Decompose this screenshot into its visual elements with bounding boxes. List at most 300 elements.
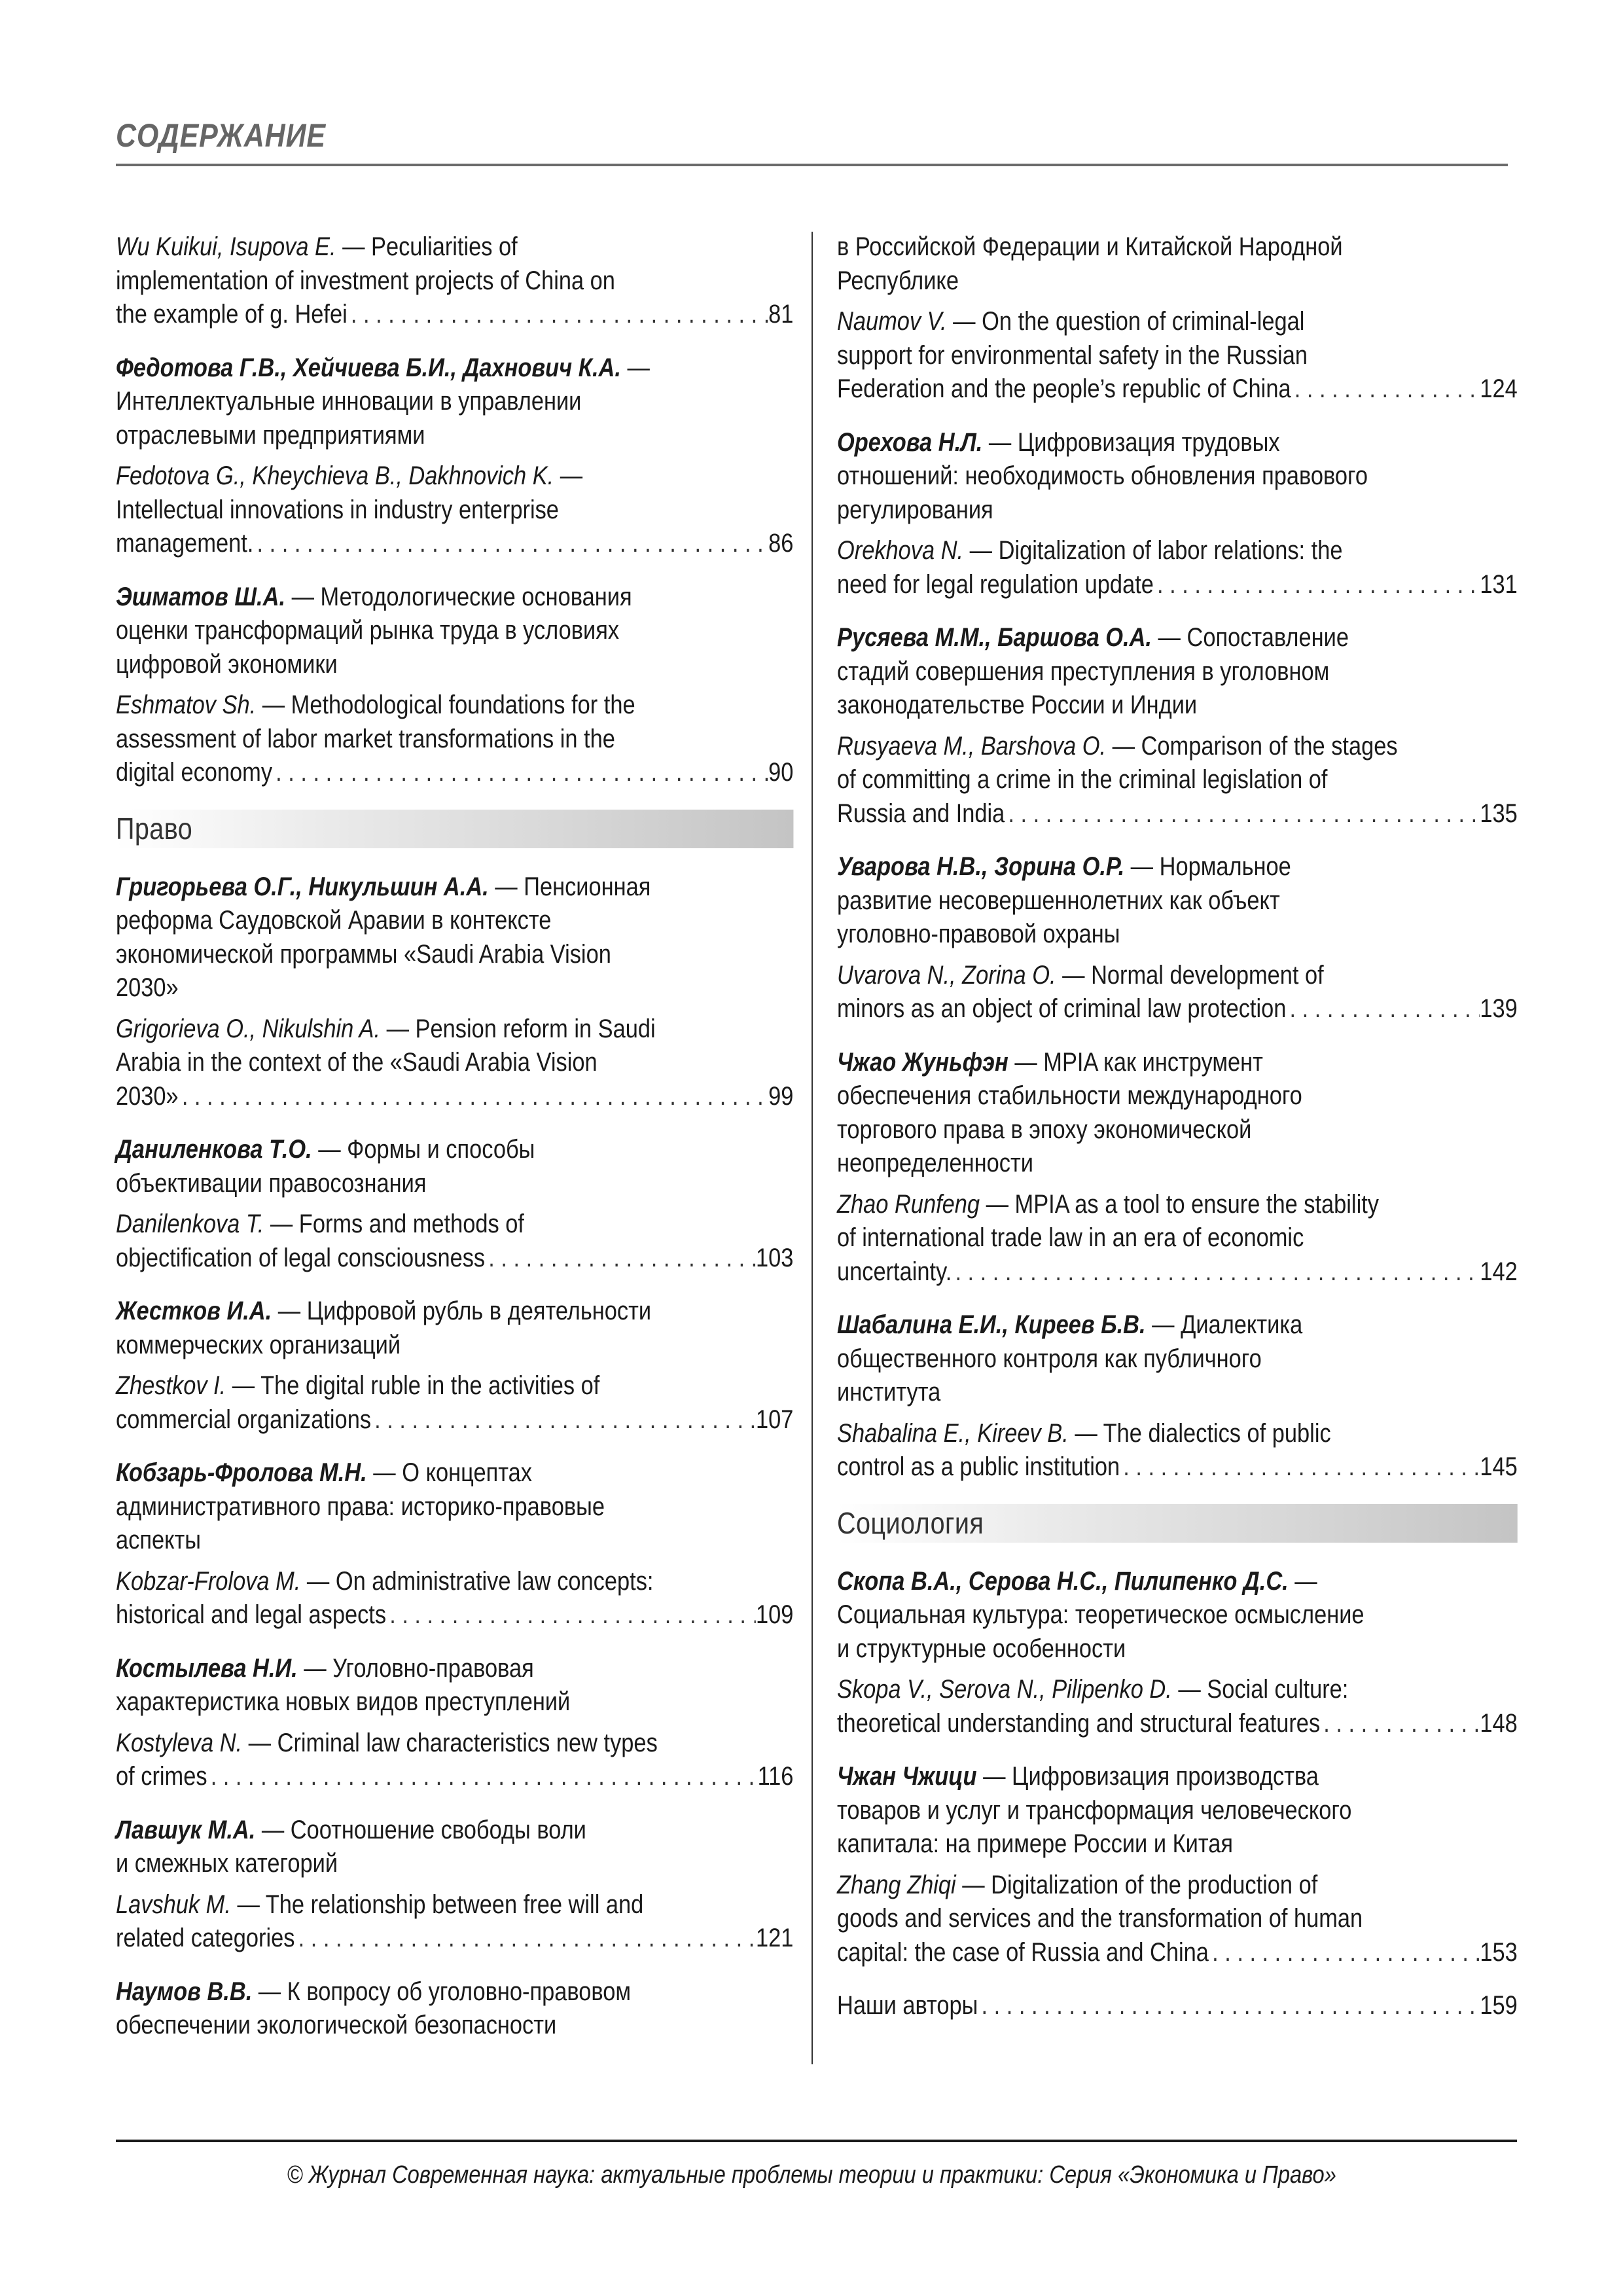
title-text: of international trade law in an era of economic (837, 1223, 1304, 1252)
dot-leader (1286, 992, 1480, 1026)
title-text: digital economy (116, 758, 273, 787)
title-text: экономической программы «Saudi Arabia Vision (116, 939, 611, 969)
toc-line-text (837, 264, 959, 298)
toc-line-text (116, 1524, 201, 1558)
toc-line-text (116, 1975, 631, 2009)
toc-line (837, 1869, 1518, 1903)
title-text: — Forms and methods of (264, 1210, 524, 1238)
author-name-en: Eshmatov Sh. (116, 691, 257, 719)
title-text: товаров и услуг и трансформация человеческого (837, 1795, 1352, 1825)
author-name-en: Lavshuk M. (116, 1890, 231, 1919)
toc-line-text (837, 621, 1349, 655)
toc-column-right (837, 230, 1518, 2043)
entry-russian (116, 1975, 793, 2043)
dot-leader (371, 1403, 756, 1437)
entry-english (837, 1869, 1518, 1970)
toc-line-text (116, 614, 619, 648)
toc-entry[interactable] (116, 1133, 793, 1275)
title-text: — Social culture: (1171, 1675, 1349, 1704)
toc-line-text (837, 1079, 1302, 1113)
title-text: — К вопросу об уголовно-правовом (252, 1977, 632, 2006)
title-text: historical and legal aspects (116, 1600, 387, 1629)
toc-line-text (837, 1760, 1319, 1794)
toc-line (116, 1295, 793, 1329)
title-text: отраслевыми предприятиями (116, 420, 425, 450)
toc-line-text (116, 459, 582, 493)
title-text: — On the question of criminal-legal (946, 307, 1305, 336)
toc-line (837, 1417, 1518, 1451)
title-text: неопределенности (837, 1149, 1033, 1177)
toc-line-text (837, 763, 1327, 797)
toc-line-with-page (116, 1242, 793, 1276)
toc-line (116, 1369, 793, 1403)
entry-russian (837, 621, 1518, 723)
toc-line (116, 264, 793, 298)
toc-line-text (837, 959, 1324, 993)
toc-line-text (837, 992, 1286, 1026)
toc-line-text (116, 1369, 599, 1403)
entry-russian (116, 1133, 793, 1200)
page-number[interactable]: 81 (768, 300, 794, 329)
header-rule (116, 164, 1508, 166)
entry-english (116, 1013, 793, 1114)
toc-line (837, 655, 1518, 689)
entry-russian (116, 1814, 793, 1881)
title-text: торгового права в эпоху экономической (837, 1115, 1252, 1144)
toc-line (116, 1847, 793, 1881)
toc-line-text (116, 351, 650, 386)
toc-line (116, 614, 793, 648)
page-number[interactable]: 153 (1480, 1937, 1518, 1967)
entry-english (116, 459, 793, 561)
author-name-en: Naumov V. (837, 307, 947, 336)
toc-line-text (837, 1221, 1304, 1255)
toc-line-text (837, 1902, 1363, 1936)
toc-line-text (116, 1685, 570, 1719)
title-text: — The relationship between free will and (230, 1890, 644, 1919)
toc-line-with-page (837, 797, 1518, 831)
dot-leader (952, 1255, 1480, 1289)
toc-line-text (837, 339, 1308, 373)
toc-line (116, 1524, 793, 1558)
author-name-ru: Уварова Н.В., Зорина О.Р. (837, 852, 1125, 881)
toc-line-text (837, 1598, 1364, 1632)
page-title: СОДЕРЖАНИЕ (116, 117, 326, 154)
entry-russian (837, 1046, 1518, 1181)
title-text: Federation and the people’s republic of China (837, 374, 1291, 403)
title-text: Intellectual innovations in industry enterprise (116, 495, 559, 524)
title-text: objectification of legal consciousness (116, 1243, 486, 1272)
page-number[interactable]: 135 (1480, 798, 1518, 828)
toc-line-text (116, 1490, 605, 1524)
toc-line-text (837, 1417, 1331, 1451)
toc-line-text (116, 723, 615, 757)
title-text: — Digitalization of labor relations: the (963, 536, 1343, 565)
entry-english (116, 1565, 793, 1632)
toc-line-text (837, 1046, 1263, 1080)
toc-line-text (837, 1827, 1233, 1861)
section-header-label: Социология (837, 1506, 984, 1540)
title-text: — Normal development of (1056, 960, 1324, 990)
toc-line (116, 971, 793, 1005)
title-text: Интеллектуальные инновации в управлении (116, 387, 582, 416)
toc-line (837, 621, 1518, 655)
toc-line-text (116, 1922, 294, 1956)
title-text: характеристика новых видов преступлений (116, 1687, 571, 1716)
entry-english (837, 1188, 1518, 1289)
title-text: коммерческих организаций (116, 1330, 401, 1359)
toc-line-text (116, 2009, 556, 2043)
toc-line (116, 581, 793, 615)
author-name-en: Zhao Runfeng (837, 1189, 980, 1219)
toc-line-text (837, 1794, 1351, 1828)
toc-entry[interactable] (116, 230, 793, 332)
title-text: — Methodological foundations for the (256, 691, 635, 719)
title-text: Социальная культура: теоретическое осмысление (837, 1600, 1364, 1629)
toc-line (837, 1376, 1518, 1410)
title-text: — The dialectics of public (1068, 1418, 1331, 1448)
toc-line (837, 1079, 1518, 1113)
author-name-en: Rusyaeva M., Barshova O. (837, 731, 1107, 761)
entry-russian (116, 1456, 793, 1558)
toc-line-text (116, 1295, 651, 1329)
toc-entry[interactable] (116, 351, 793, 561)
dot-leader (1005, 797, 1480, 831)
title-text: Russia and India (837, 798, 1005, 828)
title-text: — Peculiarities of (336, 232, 518, 261)
author-name-ru: Григорьева О.Г., Никульшин А.А. (116, 872, 489, 901)
toc-line (837, 1902, 1518, 1936)
title-text: — The digital ruble in the activities of (226, 1371, 600, 1400)
author-name-en: Shabalina E., Kireev B. (837, 1418, 1069, 1448)
toc-line-text (116, 1456, 532, 1490)
title-text: отношений: необходимость обновления правового (837, 461, 1368, 490)
toc-line-text (837, 426, 1280, 460)
toc-entry[interactable] (837, 1989, 1518, 2023)
toc-line (116, 1208, 793, 1242)
toc-line-text (116, 1727, 658, 1761)
toc-line-text (116, 1242, 485, 1276)
toc-line (837, 1632, 1518, 1666)
title-text: — Соотношение свободы воли (255, 1815, 586, 1844)
author-name-ru: Костылева Н.И. (116, 1653, 298, 1683)
toc-line (837, 884, 1518, 918)
author-name-en: Kostyleva N. (116, 1728, 243, 1757)
toc-line (116, 1329, 793, 1363)
toc-line (116, 1490, 793, 1524)
title-text: — Criminal law characteristics new types (242, 1728, 658, 1757)
title-text: uncertainty. (837, 1257, 952, 1286)
toc-line (116, 1814, 793, 1848)
toc-line (837, 1308, 1518, 1342)
dot-leader (1320, 1707, 1480, 1741)
title-text: — MPIA as a tool to ensure the stability (980, 1189, 1379, 1219)
toc-line-with-page (116, 1403, 793, 1437)
title-text: — Сопоставление (1151, 623, 1349, 652)
author-name-ru: Русяева М.М., Баршова О.А. (837, 623, 1152, 652)
toc-line-text (837, 1869, 1317, 1903)
toc-line-text (116, 385, 581, 419)
title-text: — MPIA как инструмент (1008, 1047, 1263, 1077)
toc-line-with-page (116, 1080, 793, 1114)
toc-line-with-page (837, 992, 1518, 1026)
entry-russian (837, 1760, 1518, 1861)
toc-line (116, 1975, 793, 2009)
title-text: management. (116, 529, 254, 558)
toc-line (116, 648, 793, 682)
toc-line-text (837, 372, 1291, 406)
page-number[interactable]: 142 (1480, 1257, 1518, 1286)
title-text: — Формы и способы (312, 1135, 535, 1164)
entry-english (116, 1888, 793, 1956)
entry-english (837, 959, 1518, 1026)
toc-line-with-page (116, 527, 793, 561)
author-name-ru: Чжао Жуньфэн (837, 1047, 1008, 1077)
toc-line-text (837, 305, 1304, 339)
toc-entry[interactable] (116, 870, 793, 1114)
page-number[interactable]: 145 (1480, 1452, 1518, 1481)
toc-line-text (837, 1673, 1348, 1707)
footer-rule (116, 2140, 1517, 2142)
toc-line (837, 305, 1518, 339)
title-text: и структурные особенности (837, 1634, 1126, 1663)
dot-leader (1209, 1936, 1480, 1970)
toc-entry[interactable] (837, 1308, 1518, 1484)
toc-line-text (116, 756, 272, 790)
title-text: commercial organizations (116, 1405, 372, 1434)
toc-line-text (837, 1308, 1302, 1342)
title-text: реформа Саудовской Аравии в контексте (116, 906, 552, 935)
toc-line (837, 1673, 1518, 1707)
title-text: — Пенсионная (488, 872, 651, 901)
toc-entry[interactable] (837, 1565, 1518, 1741)
toc-line-text (837, 797, 1005, 831)
dot-leader (207, 1760, 758, 1794)
title-text: — (620, 353, 650, 382)
author-name-ru: Федотова Г.В., Хейчиева Б.И., Дахнович К.А. (116, 353, 621, 382)
title-text: need for legal regulation update (837, 569, 1154, 599)
dot-leader (272, 756, 768, 790)
title-text: Республике (837, 266, 959, 295)
entry-russian (116, 1295, 793, 1362)
page-number[interactable]: 121 (756, 1924, 794, 1952)
page-number[interactable]: 116 (757, 1762, 794, 1791)
dot-leader (179, 1080, 769, 1114)
toc-line-text (837, 850, 1291, 884)
title-text: регулирования (837, 495, 993, 524)
toc-entry[interactable] (116, 1456, 793, 1632)
toc-line-text (837, 1565, 1317, 1599)
dot-leader (386, 1598, 756, 1632)
toc-line-text (116, 1814, 586, 1848)
toc-line (837, 493, 1518, 528)
title-text: — (554, 461, 583, 490)
toc-entry[interactable] (116, 581, 793, 790)
toc-line (116, 1727, 793, 1761)
toc-line-text (116, 264, 615, 298)
title-text: — (1288, 1566, 1317, 1596)
toc-line-text (837, 655, 1329, 689)
author-name-ru: Орехова Н.Л. (837, 427, 983, 457)
toc-line (116, 723, 793, 757)
author-name-ru: Даниленкова Т.О. (116, 1135, 312, 1164)
toc-line-text (116, 298, 348, 332)
section-header (837, 1504, 1518, 1543)
page-number[interactable]: 103 (756, 1243, 794, 1272)
toc-line-with-page (116, 1760, 793, 1794)
author-name-en: Skopa V., Serova N., Pilipenko D. (837, 1675, 1172, 1704)
dot-leader (485, 1242, 756, 1276)
author-name-en: Fedotova G., Kheychieva B., Dakhnovich K. (116, 461, 554, 490)
section-header (116, 810, 793, 848)
toc-entry[interactable] (837, 1760, 1518, 1969)
title-text: — Цифровой рубль в деятельности (272, 1297, 652, 1325)
dot-leader (978, 1989, 1480, 2023)
dot-leader (294, 1922, 756, 1956)
author-name-en: Uvarova N., Zorina O. (837, 960, 1056, 990)
toc-line-text (116, 1565, 653, 1599)
toc-line-text (837, 884, 1280, 918)
title-text: of committing a crime in the criminal legislation of (837, 765, 1328, 794)
author-name-en: Kobzar-Frolova M. (116, 1566, 301, 1596)
toc-line (116, 385, 793, 419)
toc-line (116, 351, 793, 386)
toc-line (837, 1598, 1518, 1632)
toc-entry[interactable] (837, 1046, 1518, 1289)
toc-entry[interactable] (837, 850, 1518, 1026)
entry-russian (116, 351, 793, 453)
toc-line (837, 959, 1518, 993)
toc-entry[interactable] (116, 1652, 793, 1794)
toc-entry[interactable] (116, 1814, 793, 1956)
title-text: административного права: историко-правовые (116, 1492, 605, 1521)
author-name-ru: Кобзарь-Фролова М.Н. (116, 1458, 367, 1487)
page-number[interactable]: 159 (1480, 1991, 1518, 2020)
toc-line (116, 1685, 793, 1719)
toc-line (116, 1013, 793, 1047)
toc-line (837, 426, 1518, 460)
toc-line-text (837, 459, 1368, 493)
toc-entry[interactable] (116, 1975, 793, 2043)
toc-line-text (116, 1847, 338, 1881)
title-text: — Методологические основания (285, 582, 632, 611)
title-text: института (837, 1378, 941, 1407)
title-text: аспекты (116, 1526, 202, 1554)
title-text: 2030» (116, 1081, 179, 1111)
title-text: — Цифровизация трудовых (982, 427, 1280, 457)
toc-line-text (837, 1450, 1120, 1484)
toc-line-text (837, 1113, 1251, 1147)
page-number[interactable]: 124 (1480, 374, 1518, 403)
page-number[interactable]: 148 (1480, 1708, 1518, 1738)
author-name-en: Danilenkova T. (116, 1210, 264, 1238)
toc-line-with-page (837, 568, 1518, 602)
page-number[interactable]: 131 (1480, 569, 1518, 599)
author-name-en: Wu Kuikui, Isupova E. (116, 232, 336, 261)
title-text: control as a public institution (837, 1452, 1120, 1481)
toc-entry[interactable] (837, 426, 1518, 602)
toc-line (116, 689, 793, 723)
title-text: — Нормальное (1124, 852, 1291, 881)
toc-line (116, 1046, 793, 1080)
toc-line (837, 1794, 1518, 1828)
page-number[interactable]: 107 (756, 1405, 794, 1434)
page-number[interactable]: 139 (1480, 994, 1518, 1023)
dot-leader (1120, 1450, 1480, 1484)
toc-line-with-page (116, 1598, 793, 1632)
toc-column-left (116, 230, 793, 2062)
entry-russian (837, 230, 1518, 298)
toc-line-with-page (116, 1922, 793, 1956)
toc-line-text (116, 527, 253, 561)
author-name-en: Grigorieva O., Nikulshin A. (116, 1014, 381, 1043)
title-text: of crimes (116, 1762, 207, 1791)
toc-line (116, 493, 793, 528)
toc-line (116, 419, 793, 453)
title-text: Наши авторы (837, 1991, 978, 2020)
toc-line-text (116, 1598, 386, 1632)
title-text: капитала: на примере России и Китая (837, 1829, 1233, 1858)
toc-entry[interactable] (837, 621, 1518, 831)
entry-russian (116, 870, 793, 1005)
toc-line-text (116, 904, 551, 938)
title-text: implementation of investment projects of China on (116, 266, 615, 295)
page-number[interactable]: 90 (768, 758, 794, 787)
dot-leader (253, 527, 768, 561)
toc-line (837, 459, 1518, 493)
toc-line-text (837, 493, 993, 528)
footer-copyright-text: © Журнал Современная наука: актуальные проблемы теории и практики: Серия «Экономика и Право» (287, 2161, 1336, 2189)
toc-entry[interactable] (116, 1295, 793, 1437)
toc-line-text (116, 1167, 426, 1201)
toc-entry[interactable] (837, 230, 1518, 406)
toc-line (837, 1565, 1518, 1599)
toc-line-with-page (837, 1989, 1518, 2023)
title-text: assessment of labor market transformations in the (116, 724, 615, 753)
toc-line-text (116, 1329, 401, 1363)
title-text: и смежных категорий (116, 1849, 338, 1878)
toc-line-text (837, 689, 1197, 723)
title-text: объективации правосознания (116, 1168, 427, 1198)
toc-line (837, 1827, 1518, 1861)
footer-copyright (0, 2161, 1623, 2189)
toc-line-text (116, 1080, 179, 1114)
toc-line (116, 1652, 793, 1686)
toc-line-text (837, 1188, 1379, 1222)
entry-english (116, 1369, 793, 1437)
toc-line (116, 230, 793, 264)
entry-russian (837, 426, 1518, 528)
title-text: — On administrative law concepts: (300, 1566, 654, 1596)
title-text: общественного контроля как публичного (837, 1344, 1262, 1373)
toc-line-text (116, 938, 611, 972)
toc-line-with-page (837, 1255, 1518, 1289)
author-name-en: Zhang Zhiqi (837, 1870, 956, 1899)
toc-line-text (116, 493, 559, 528)
page-number[interactable]: 109 (756, 1600, 794, 1629)
page-number[interactable]: 99 (768, 1081, 794, 1111)
toc-line-with-page (837, 1450, 1518, 1484)
toc-line-text (837, 1255, 952, 1289)
toc-line-text (837, 730, 1398, 764)
entry-english (837, 534, 1518, 601)
toc-line-text (837, 1147, 1033, 1181)
title-text: оценки трансформаций рынка труда в условиях (116, 616, 620, 645)
title-text: в Российской Федерации и Китайской Народной (837, 232, 1343, 261)
page-number[interactable]: 86 (768, 529, 794, 558)
title-text: minors as an object of criminal law protection (837, 994, 1287, 1023)
toc-line-text (116, 648, 338, 682)
